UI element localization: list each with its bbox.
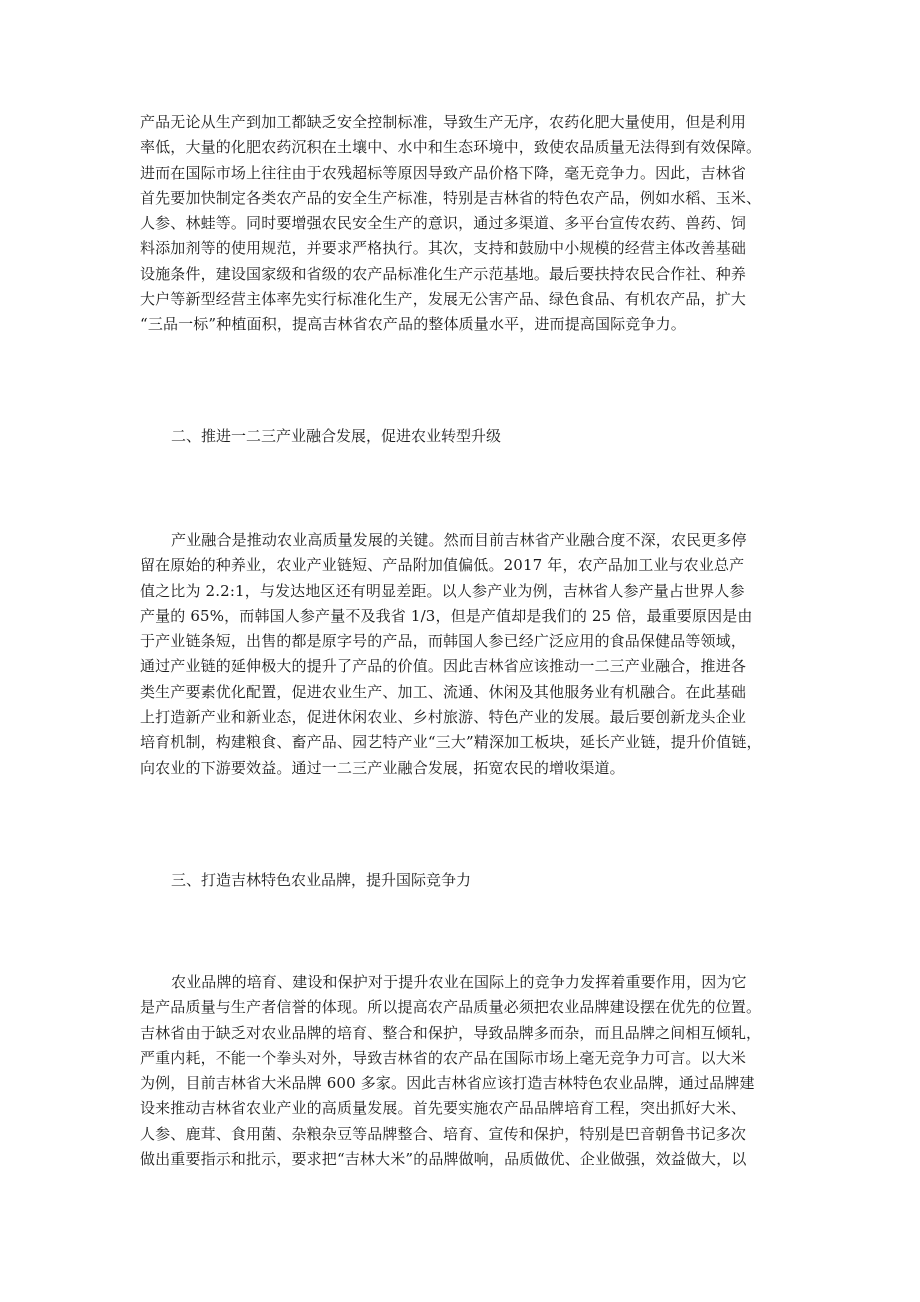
paragraph-line: 类生产要素优化配置，促进农业生产、加工、流通、休闲及其他服务业有机融合。在此基础	[140, 682, 747, 701]
paragraph-quality-standards	[140, 110, 796, 338]
section-heading-2: 二、推进一二三产业融合发展，促进农业转型升级	[171, 427, 502, 445]
paragraph-line: 设施条件，建设国家级和省级的农产品标准化生产示范基地。最后要扶持农民合作社、种养	[140, 264, 747, 283]
paragraph-line: 值之比为 2.2:1，与发达地区还有明显差距。以人参产业为例，吉林省人参产量占世界人参	[140, 581, 745, 600]
paragraph-line: 严重内耗，不能一个拳头对外，导致吉林省的农产品在国际市场上毫无竞争力可言。以大米	[140, 1048, 747, 1067]
paragraph-line: 为例，目前吉林省大米品牌 600 多家。因此吉林省应该打造吉林特色农业品牌，通过品牌建	[140, 1074, 755, 1093]
paragraph-line: 培育机制，构建粮食、畜产品、园艺特产业“三大”精深加工板块，延长产业链，提升价值链，	[140, 733, 762, 752]
paragraph-line: 农业品牌的培育、建设和保护对于提升农业在国际上的竞争力发挥着重要作用，因为它	[171, 973, 747, 991]
paragraph-line: 产量的 65%，而韩国人参产量不及我省 1/3，但是产值却是我们的 25 倍，最重要原因是由	[140, 606, 753, 625]
paragraph-line: 做出重要指示和批示，要求把“吉林大米”的品牌做响，品质做优、企业做强，效益做大，以	[140, 1150, 747, 1169]
section-heading-3: 三、打造吉林特色农业品牌，提升国际竞争力	[171, 871, 472, 889]
paragraph-line: 料添加剂等的使用规范，并要求严格执行。其次，支持和鼓励中小规模的经营主体改善基础	[140, 239, 747, 258]
paragraph-line: 留在原始的种养业，农业产业链短、产品附加值偏低。2017 年，农产品加工业与农业总产	[140, 556, 745, 575]
paragraph-line: 设来推动吉林省农业产业的高质量发展。首先要实施农产品品牌培育工程，突出抓好大米、	[140, 1099, 747, 1118]
paragraph-line: 于产业链条短，出售的都是原字号的产品，而韩国人参已经广泛应用的食品保健品等领域，	[140, 632, 747, 651]
paragraph-line: “三品一标”种植面积，提高吉林省农产品的整体质量水平，进而提高国际竞争力。	[140, 315, 686, 334]
paragraph-line: 人参、林蛙等。同时要增强农民安全生产的意识，通过多渠道、多平台宣传农药、兽药、饲	[140, 214, 747, 233]
paragraph-line: 率低，大量的化肥农药沉积在土壤中、水中和生态环境中，致使农品质量无法得到有效保障。	[140, 138, 762, 157]
paragraph-line: 进而在国际市场上往往由于农残超标等原因导致产品价格下降，毫无竞争力。因此，吉林省	[140, 163, 747, 182]
paragraph-line: 大户等新型经营主体率先实行标准化生产，发展无公害产品、绿色食品、有机农产品，扩大	[140, 290, 747, 309]
paragraph-line: 产业融合是推动农业高质量发展的关键。然而目前吉林省产业融合度不深，农民更多停	[171, 531, 747, 549]
paragraph-line: 人参、鹿茸、食用菌、杂粮杂豆等品牌整合、培育、宣传和保护，特别是巴音朝鲁书记多次	[140, 1124, 747, 1143]
paragraph-line: 产品无论从生产到加工都缺乏安全控制标准，导致生产无序，农药化肥大量使用，但是利用	[140, 113, 747, 131]
paragraph-line: 上打造新产业和新业态，促进休闲农业、乡村旅游、特色产业的发展。最后要创新龙头企业	[140, 708, 747, 727]
paragraph-line: 是产品质量与生产者信誉的体现。所以提高农产品质量必须把农业品牌建设摆在优先的位置。	[140, 998, 762, 1017]
paragraph-industry-integration	[140, 528, 796, 781]
paragraph-agricultural-brand	[140, 970, 796, 1172]
paragraph-line: 首先要加快制定各类农产品的安全生产标准，特别是吉林省的特色农产品，例如水稻、玉米、	[140, 188, 762, 207]
paragraph-line: 吉林省由于缺乏对农业品牌的培育、整合和保护，导致品牌多而杂，而且品牌之间相互倾轧，	[140, 1023, 762, 1042]
paragraph-line: 向农业的下游要效益。通过一二三产业融合发展，拓宽农民的增收渠道。	[140, 758, 625, 777]
paragraph-line: 通过产业链的延伸极大的提升了产品的价值。因此吉林省应该推动一二三产业融合，推进各	[140, 657, 747, 676]
